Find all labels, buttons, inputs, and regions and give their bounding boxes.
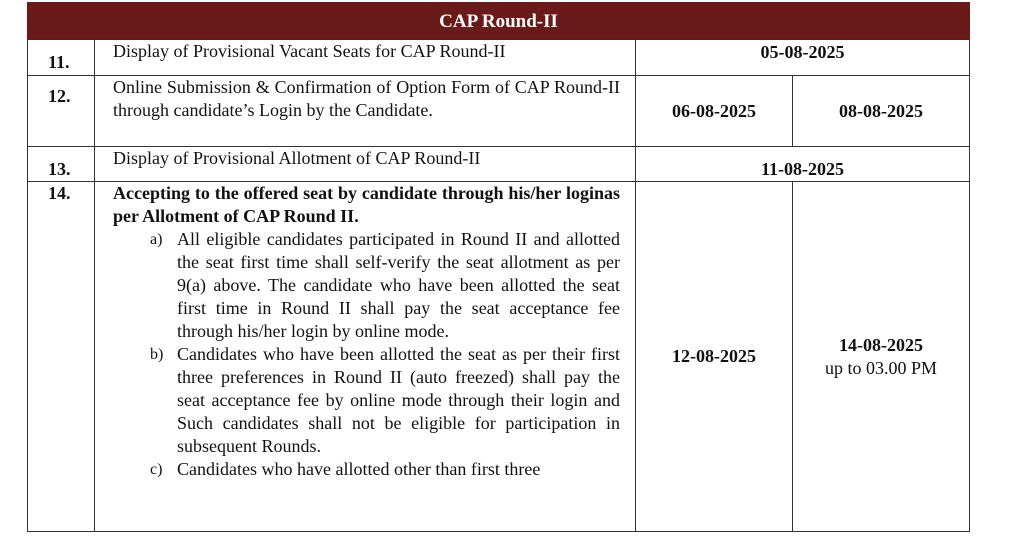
row-start-date: 12-08-2025 xyxy=(636,182,793,532)
row-end-note: up to 03.00 PM xyxy=(825,357,938,378)
row-end-date: 14-08-2025 xyxy=(839,334,924,355)
row-description: Online Submission & Confirmation of Option Form of CAP Round-II through candidate’s Login by the Candidate. xyxy=(95,76,636,147)
row-date: 05-08-2025 xyxy=(636,40,970,76)
table-row xyxy=(28,147,970,182)
section-title: CAP Round-II xyxy=(28,3,970,40)
row-end-cell xyxy=(793,182,970,532)
row-start-date: 06-08-2025 xyxy=(636,76,793,147)
list-marker: b) xyxy=(150,346,164,363)
table-row xyxy=(28,40,970,76)
list-item xyxy=(150,458,620,481)
table-row xyxy=(28,182,970,532)
sub-item-list xyxy=(113,228,620,481)
row-description: Display of Provisional Allotment of CAP Round-II xyxy=(95,147,636,182)
list-item xyxy=(150,228,620,343)
row-number: 12. xyxy=(28,76,95,147)
row-description: Display of Provisional Vacant Seats for CAP Round-II xyxy=(95,40,636,76)
header-row xyxy=(28,3,970,40)
list-marker: a) xyxy=(150,231,163,248)
list-item-text: Candidates who have allotted other than first three xyxy=(177,459,541,479)
row-number: 11. xyxy=(28,40,95,76)
row-number: 14. xyxy=(28,182,95,532)
row-title: Accepting to the offered seat by candidate through his/her loginas per Allotment of CAP Round II. xyxy=(113,183,620,226)
list-item xyxy=(150,343,620,458)
list-item-text: Candidates who have been allotted the seat as per their first three preferences in Round II (auto freezed) shall pay the seat acceptance fee by online mode through their login and Such candidates shall not be eligible for participation in subsequent Rounds. xyxy=(177,344,620,456)
row-number: 13. xyxy=(28,147,95,182)
schedule-table xyxy=(27,2,970,532)
row-date: 11-08-2025 xyxy=(636,147,970,182)
list-item-text: All eligible candidates participated in Round II and allotted the seat first time shall self-verify the seat allotment as per 9(a) above. The candidate who have been allotted the seat first time in Round II shall pay the seat acceptance fee through his/her login by online mode. xyxy=(177,229,620,341)
row-end-date: 08-08-2025 xyxy=(793,76,970,147)
row-description xyxy=(95,182,636,532)
table-row xyxy=(28,76,970,147)
list-marker: c) xyxy=(150,461,163,478)
